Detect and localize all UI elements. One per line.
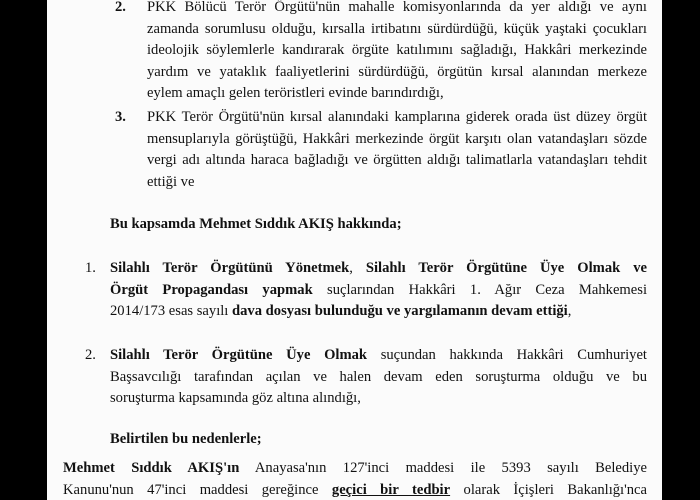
bold-phrase: geçici bir tedbir [331, 481, 451, 498]
bold-phrase: dava dosyası bulunduğu ve yargılamanın devam ettiği [232, 303, 568, 320]
text-fragment: , [567, 303, 572, 320]
reasons-heading: Belirtilen bu nedenlerle; [110, 431, 262, 447]
text-fragment: 2014/173 esas sayılı [110, 303, 233, 320]
text-fragment: suçundan hakkında Hakkâri Cumhuriyet [367, 347, 647, 363]
list-item-text [147, 0, 647, 105]
text-fragment: ve [620, 260, 647, 276]
text-line [110, 301, 647, 323]
text-line: yardım ve yataklık faaliyetlerini sürdürdüğü, örgütün kırsal alanından merkeze [147, 63, 647, 80]
text-line: ettiği ve [147, 173, 195, 190]
text-line [110, 280, 647, 302]
text-line: mensuplarıyla görüştüğü, Hakkâri merkezinde örgüt karşıtı olan vatandaşları sözde [147, 130, 647, 147]
section-heading: Bu kapsamda Mehmet Sıddık AKIŞ hakkında; [110, 216, 402, 232]
text-fragment: Anayasa'nın 127'inci maddesi ile 5393 sayılı Belediye [239, 460, 647, 476]
bold-phrase: Örgüt Propagandası yapmak [110, 281, 313, 298]
document-page [47, 0, 662, 500]
text-line: PKK Bölücü Terör Örgütü'nün mahalle komisyonlarında da yer aldığı ve aynı [147, 0, 647, 15]
text-line: eylem amaçlı gelen teröristleri evinde barındırdığı, [147, 85, 444, 102]
text-fragment: , [349, 260, 366, 276]
final-paragraph [63, 458, 647, 500]
text-line [110, 258, 647, 280]
text-line: Başsavcılığı tarafından açılan ve halen devam eden soruşturma olduğu ve bu [110, 368, 647, 385]
bold-phrase: Silahlı Terör Örgütüne Üye Olmak [110, 347, 368, 363]
text-line [63, 458, 647, 480]
text-fragment: Kanunu'nun 47'inci maddesi gereğince [63, 481, 332, 498]
item-number: 2. [115, 0, 126, 15]
item-number: 1. [85, 260, 96, 276]
text-line: soruşturma kapsamında göz altına alındığı, [110, 390, 361, 407]
item-number: 2. [85, 347, 96, 363]
text-fragment: suçlarından Hakkâri 1. Ağır Ceza Mahkemesi [312, 281, 647, 298]
text-line [110, 345, 647, 367]
list-item-text [110, 345, 647, 410]
text-fragment: olarak İçişleri Bakanlığı'nca [450, 481, 647, 498]
bold-phrase: Silahlı Terör Örgütünü Yönetmek [110, 260, 350, 276]
list-item-text [147, 107, 647, 193]
text-line: zamanda sorumlusu olduğu, kırsalla irtibatını sürdürdüğü, küçük yaştaki çocukları [147, 20, 647, 37]
text-line: vergi adı altında haraca bağladığı ve örgütten aldığı talimatlarla vatandaşları tehdit [147, 152, 647, 169]
list-item-text [110, 258, 647, 323]
bold-phrase: Silahlı Terör Örgütüne Üye Olmak [365, 260, 621, 276]
item-number: 3. [115, 109, 126, 125]
text-line [63, 480, 647, 500]
text-line: PKK Terör Örgütü'nün kırsal alanındaki kamplarına giderek orada üst düzey örgüt [147, 109, 647, 125]
text-line: ideolojik söylemlerle kandırarak örgüte katılımını sağladığı, Hakkâri merkezinde [147, 42, 647, 59]
bold-phrase: Mehmet Sıddık AKIŞ'ın [63, 460, 240, 476]
